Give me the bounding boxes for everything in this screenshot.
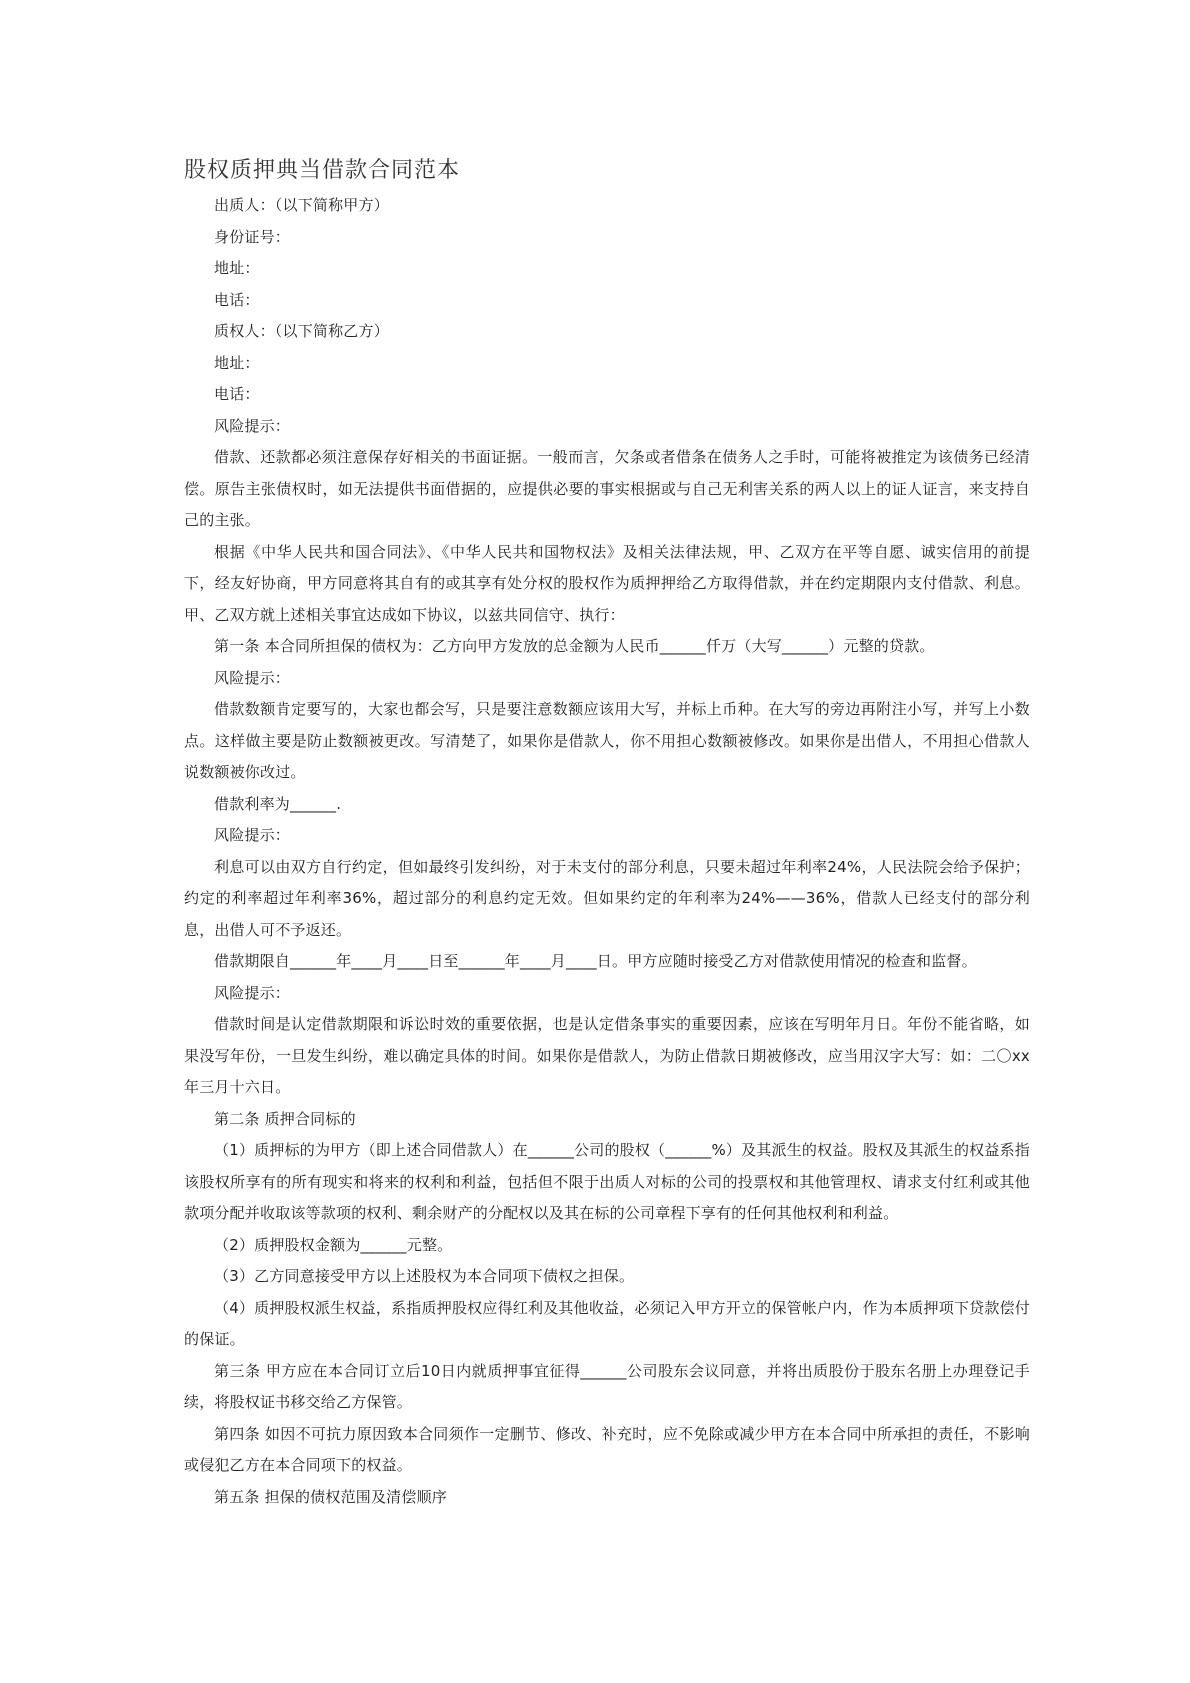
- paragraph: 第五条 担保的债权范围及清偿顺序: [214, 1487, 447, 1506]
- paragraph: 电话：: [214, 290, 260, 309]
- paragraph: 利息可以由双方自行约定，但如最终引发纠纷，对于未支付的部分利息，只要未超过年利率24%，人民法院会给予保护；约定的利率超过年利率36%，超过部分的利息约定无效。但如果约定的年利率为24%——36%，借款人已经支付的部分利息，出借人可不予返还。: [184, 857, 1030, 939]
- paragraph: 电话：: [214, 385, 260, 403]
- paragraph: 出质人：（以下简称甲方）: [214, 196, 389, 214]
- paragraph: 风险提示：: [214, 826, 291, 844]
- paragraph: 借款、还款都必须注意保存好相关的书面证据。一般而言，欠条或者借条在债务人之手时，可能将被推定为该债务已经清偿。原告主张债权时，如无法提供书面借据的，应提供必要的事实根据或与自己无利害关系的两人以上的证人证言，来支持自己的主张。: [184, 448, 1030, 529]
- document-page: [184, 156, 1030, 1513]
- paragraph: 地址：: [214, 259, 260, 277]
- paragraph: （1）质押标的为甲方（即上述合同借款人）在______公司的股权（______%）及其派生的权益。股权及其派生的权益系指该股权所享有的所有现实和将来的权利和利益，包括但不限于出质人对标的公司的投票权和其他管理权、请求支付红利或其他款项分配并收取该等款项的权利、剩余财产的分配权以及其在标的公司章程下享有的任何其他权利和利益。: [184, 1141, 1030, 1222]
- paragraph: 风险提示：: [214, 416, 291, 435]
- paragraph: 根据《中华人民共和国合同法》、《中华人民共和国物权法》及相关法律法规，甲、乙双方在平等自愿、诚实信用的前提下，经友好协商，甲方同意将其自有的或其享有处分权的股权作为质押押给乙方取得借款，并在约定期限内支付借款、利息。甲、乙双方就上述相关事宜达成如下协议，以兹共同信守、执行：: [184, 542, 1030, 624]
- paragraph: （2）质押股权金额为______元整。: [214, 1235, 453, 1254]
- paragraph: （4）质押股权派生权益，系指质押股权应得红利及其他收益，必须记入甲方开立的保管帐户内，作为本质押项下贷款偿付的保证。: [184, 1298, 1030, 1348]
- paragraph: 地址：: [214, 353, 260, 372]
- paragraph: 借款利率为______.: [214, 794, 342, 813]
- document-body: [184, 190, 1030, 1513]
- paragraph: 借款时间是认定借款期限和诉讼时效的重要依据，也是认定借条事实的重要因素，应该在写明年月日。年份不能省略，如果没写年份，一旦发生纠纷，难以确定具体的时间。如果你是借款人，为防止借款日期被修改，应当用汉字大写：如：二〇xx年三月十六日。: [184, 1015, 1030, 1096]
- paragraph: 身份证号：: [214, 227, 291, 246]
- paragraph: 第四条 如因不可抗力原因致本合同须作一定删节、修改、补充时，应不免除或减少甲方在本合同中所承担的责任，不影响或侵犯乙方在本合同项下的权益。: [184, 1424, 1030, 1474]
- document-title: 股权质押典当借款合同范本: [184, 158, 461, 183]
- paragraph: 第二条 质押合同标的: [214, 1109, 356, 1128]
- paragraph: 风险提示：: [214, 668, 291, 687]
- paragraph: 借款期限自______年____月____日至______年____月____日。甲方应随时接受乙方对借款使用情况的检查和监督。: [214, 952, 977, 970]
- paragraph: 质权人：（以下简称乙方）: [214, 322, 389, 340]
- paragraph: 第三条 甲方应在本合同订立后10日内就质押事宜征得______公司股东会议同意，并将出质股份于股东名册上办理登记手续，将股权证书移交给乙方保管。: [184, 1361, 1030, 1411]
- paragraph: 第一条 本合同所担保的债权为：乙方向甲方发放的总金额为人民币______仟万（大写______）元整的贷款。: [214, 637, 935, 655]
- paragraph: （3）乙方同意接受甲方以上述股权为本合同项下债权之担保。: [214, 1267, 635, 1285]
- paragraph: 风险提示：: [214, 983, 291, 1002]
- paragraph: 借款数额肯定要写的，大家也都会写，只是要注意数额应该用大写，并标上币种。在大写的旁边再附注小写，并写上小数点。这样做主要是防止数额被更改。写清楚了，如果你是借款人，你不用担心数额被修改。如果你是出借人，不用担心借款人说数额被你改过。: [184, 700, 1030, 781]
